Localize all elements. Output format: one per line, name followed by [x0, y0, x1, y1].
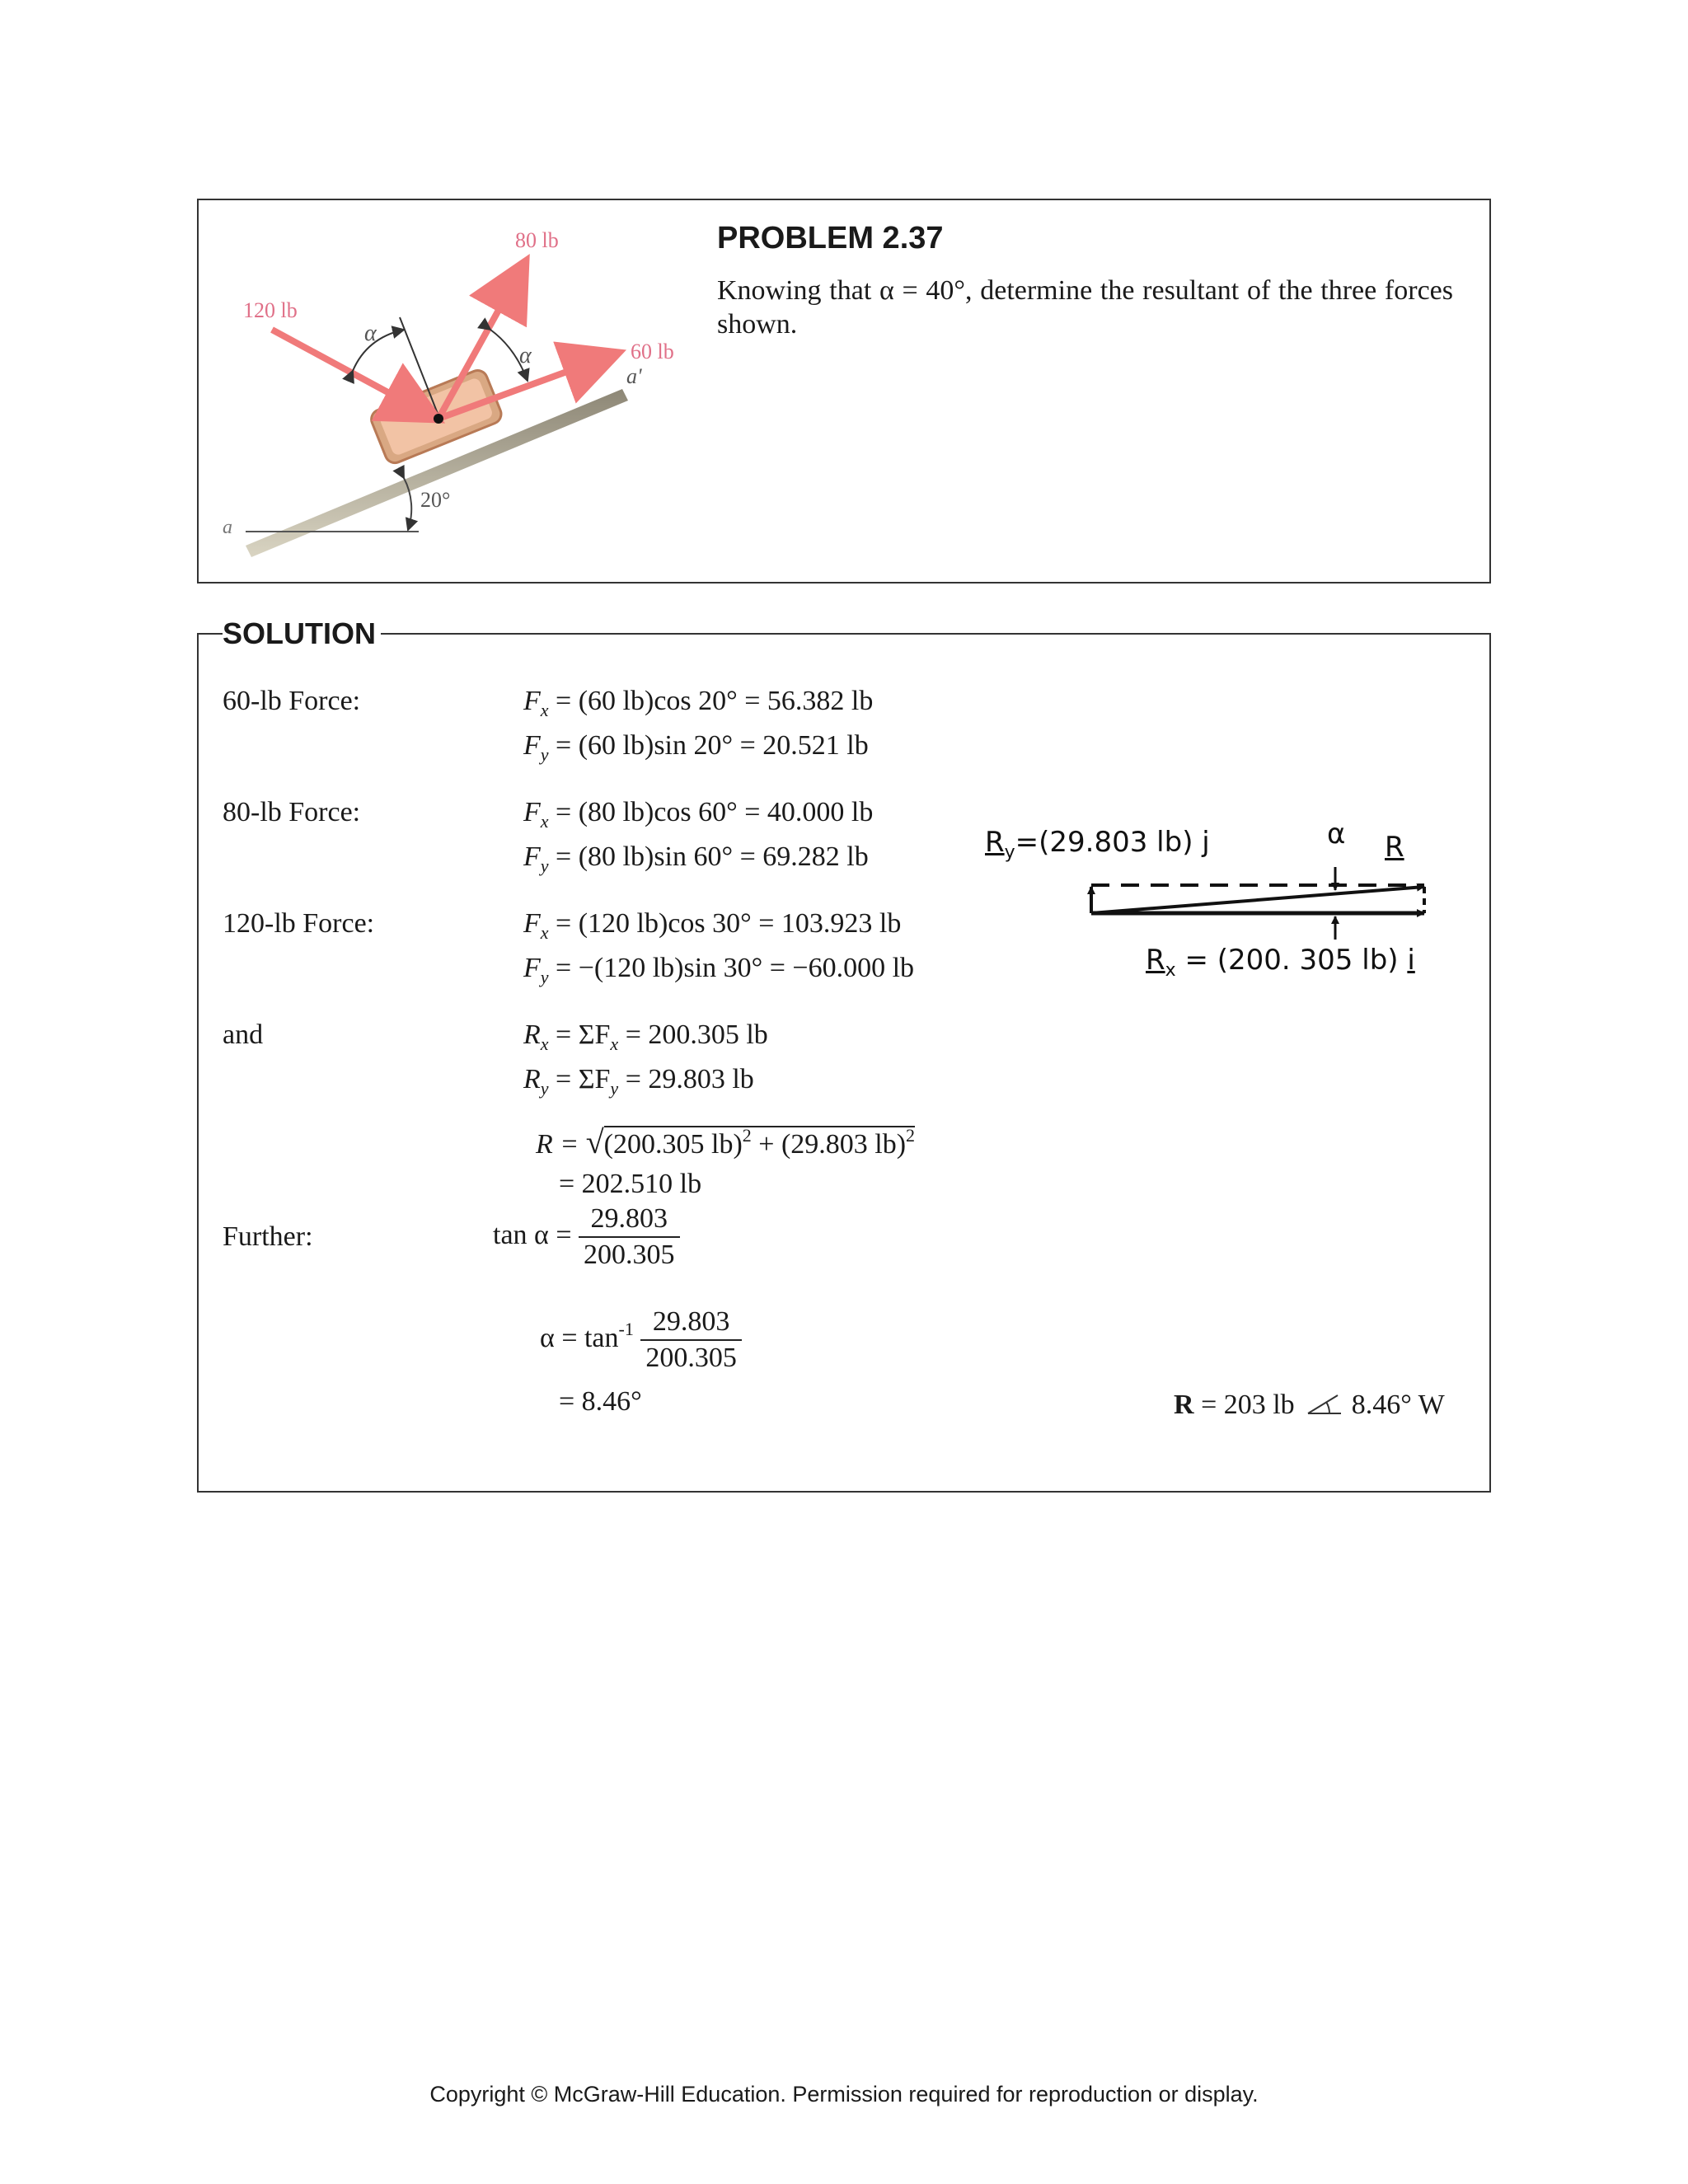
eq-rx: $R_x = \Sigma F_x = 200.305$ lb — [523, 1019, 768, 1054]
label-80lb-force: 80-lb Force: — [223, 797, 361, 827]
eq-60-fy: $F_y = (60$ lb)sin 20° = 20.521 lb — [523, 730, 869, 765]
label-alpha-right: α — [519, 343, 532, 368]
label-80: 80 lb — [515, 228, 559, 252]
problem-figure — [206, 206, 701, 569]
eq-ry: $R_y = \Sigma F_y = 29.803$ lb — [523, 1064, 754, 1099]
eq-tan-alpha: tan α = $\frac{29.803}{200.305}$ — [493, 1203, 680, 1271]
eq-60-fx: $F_x = (60$ lb)cos 20° = 56.382 lb — [523, 686, 874, 720]
label-60lb-force: 60-lb Force: — [223, 686, 361, 716]
sketch-alpha-label: α — [1327, 818, 1346, 851]
sketch-rx-label: $R_x = (200$. 305 lb) i — [1146, 944, 1415, 981]
sketch-r-label: R — [1385, 831, 1404, 864]
eq-r-magnitude: R = √(200.305 lb)$^2$ + (29.803 lb)$^2$ — [536, 1123, 916, 1160]
force-origin-dot — [434, 414, 443, 424]
final-answer: R = 203 lb 8.46° W — [1174, 1390, 1445, 1420]
alpha-arc-left — [353, 330, 404, 371]
label-a: a — [223, 517, 232, 538]
eq-alpha: $\alpha = \tan^{-1}$ $\frac{29.803}{200.305}$ — [540, 1306, 742, 1374]
problem-statement: Knowing that α = 40°, determine the resultant of the three forces shown. — [717, 275, 1453, 340]
eq-r-value: = 202.510 lb — [559, 1169, 702, 1199]
copyright-footer: Copyright © McGraw-Hill Education. Permission required for reproduction or display. — [429, 2082, 1259, 2107]
problem-title: PROBLEM 2.37 — [717, 221, 944, 255]
eq-80-fx: $F_x = (80$ lb)cos 60° = 40.000 lb — [523, 797, 874, 832]
solution-header: SOLUTION — [223, 616, 381, 651]
angle-icon — [1306, 1392, 1344, 1417]
eq-120-fy: $F_y = -(120$ lb)sin 30° = −60.000 lb — [523, 953, 915, 987]
label-20: 20° — [420, 488, 451, 512]
label-alpha-left: α — [364, 321, 377, 346]
label-60: 60 lb — [631, 340, 674, 363]
eq-alpha-value: = 8.46° — [559, 1386, 642, 1417]
label-further: Further: — [223, 1221, 313, 1252]
resultant-sketch — [1080, 857, 1467, 956]
label-aprime: a' — [626, 364, 642, 388]
label-120lb-force: 120-lb Force: — [223, 908, 375, 939]
label-120: 120 lb — [243, 298, 298, 322]
eq-80-fy: $F_y = (80$ lb)sin 60° = 69.282 lb — [523, 841, 869, 876]
label-and: and — [223, 1019, 264, 1050]
sketch-ry-label: $R_y=(29.803$ lb) j — [985, 826, 1210, 863]
eq-120-fx: $F_x = (120$ lb)cos 30° = 103.923 lb — [523, 908, 902, 943]
r-arrow — [1091, 887, 1424, 913]
